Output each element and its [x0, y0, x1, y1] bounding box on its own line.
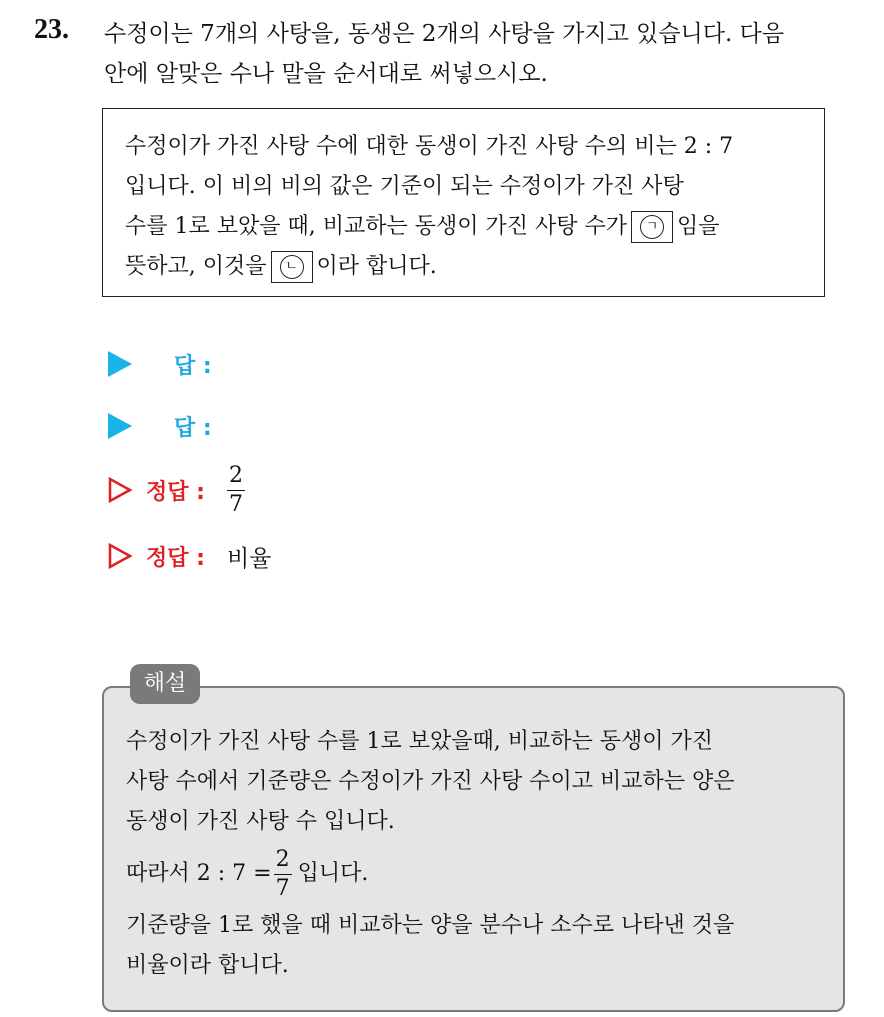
explanation-box [102, 686, 845, 1012]
blank-1-label: ㄱ [640, 215, 664, 239]
solid-triangle-icon [108, 413, 132, 439]
question-line-1: 수정이는 7개의 사탕을, 동생은 2개의 사탕을 가지고 있습니다. 다음 [104, 21, 785, 47]
correct-answer-2: 비율 [226, 545, 272, 572]
correct-answer-1-denominator: 7 [228, 491, 243, 517]
box-line-3-after: 임을 [676, 214, 720, 239]
explanation-line-4-after: 입니다. [297, 861, 369, 886]
solid-triangle-icon [108, 351, 132, 377]
outline-triangle-icon [108, 543, 132, 569]
correct-answer-1-fraction [227, 464, 245, 517]
box-line-3 [125, 207, 733, 247]
answer-label-2: 답 : [174, 415, 212, 441]
explanation-line-1: 수정이가 가진 사탕 수를 1로 보았을때, 비교하는 동생이 가진 [126, 729, 713, 754]
question-number: 23. [34, 14, 69, 45]
explanation-fraction-numerator: 2 [275, 846, 290, 872]
blank-1[interactable] [631, 211, 673, 243]
correct-label-2: 정답 : [146, 545, 205, 571]
explanation-line-3: 동생이 가진 사탕 수 입니다. [126, 809, 395, 834]
explanation-fraction [274, 848, 292, 901]
answer-row-2 [108, 406, 212, 446]
box-line-2: 입니다. 이 비의 비의 값은 기준이 되는 수정이가 가진 사탕 [125, 174, 684, 199]
box-line-4 [125, 247, 733, 287]
explanation-line-2: 사탕 수에서 기준량은 수정이가 가진 사탕 수이고 비교하는 양은 [126, 769, 735, 794]
question-text [104, 14, 874, 94]
box-line-3-before: 수를 1로 보았을 때, 비교하는 동생이 가진 사탕 수가 [125, 214, 627, 239]
correct-label-1: 정답 : [146, 479, 205, 505]
box-line-4-before: 뜻하고, 이것을 [125, 254, 267, 279]
explanation-line-6: 비율이라 합니다. [126, 953, 289, 978]
box-line-4-after: 이라 합니다. [316, 254, 437, 279]
explanation-fraction-denominator: 7 [275, 875, 290, 901]
fraction-bar [274, 874, 292, 875]
problem-box [102, 108, 825, 297]
problem-box-text [125, 127, 733, 287]
answer-label-1: 답 : [174, 353, 212, 379]
question-line-2: 안에 알맞은 수나 말을 순서대로 써넣으시오. [104, 61, 548, 87]
correct-row-1 [108, 462, 245, 518]
box-line-1: 수정이가 가진 사탕 수에 대한 동생이 가진 사탕 수의 비는 2 : 7 [125, 134, 734, 159]
blank-2[interactable] [271, 251, 313, 283]
explanation-line-5: 기준량을 1로 했을 때 비교하는 양을 분수나 소수로 나타낸 것을 [126, 913, 735, 938]
correct-answer-1-numerator: 2 [228, 462, 243, 488]
fraction-bar [227, 490, 245, 491]
correct-row-2 [108, 536, 271, 576]
outline-triangle-icon [108, 477, 132, 503]
explanation-tag: 해설 [130, 664, 200, 704]
blank-2-label: ㄴ [280, 255, 304, 279]
explanation-line-4-before: 따라서 2 : 7 = [126, 861, 272, 886]
answer-row-1 [108, 344, 212, 384]
explanation-line-4 [126, 842, 735, 906]
explanation-text [126, 722, 735, 986]
